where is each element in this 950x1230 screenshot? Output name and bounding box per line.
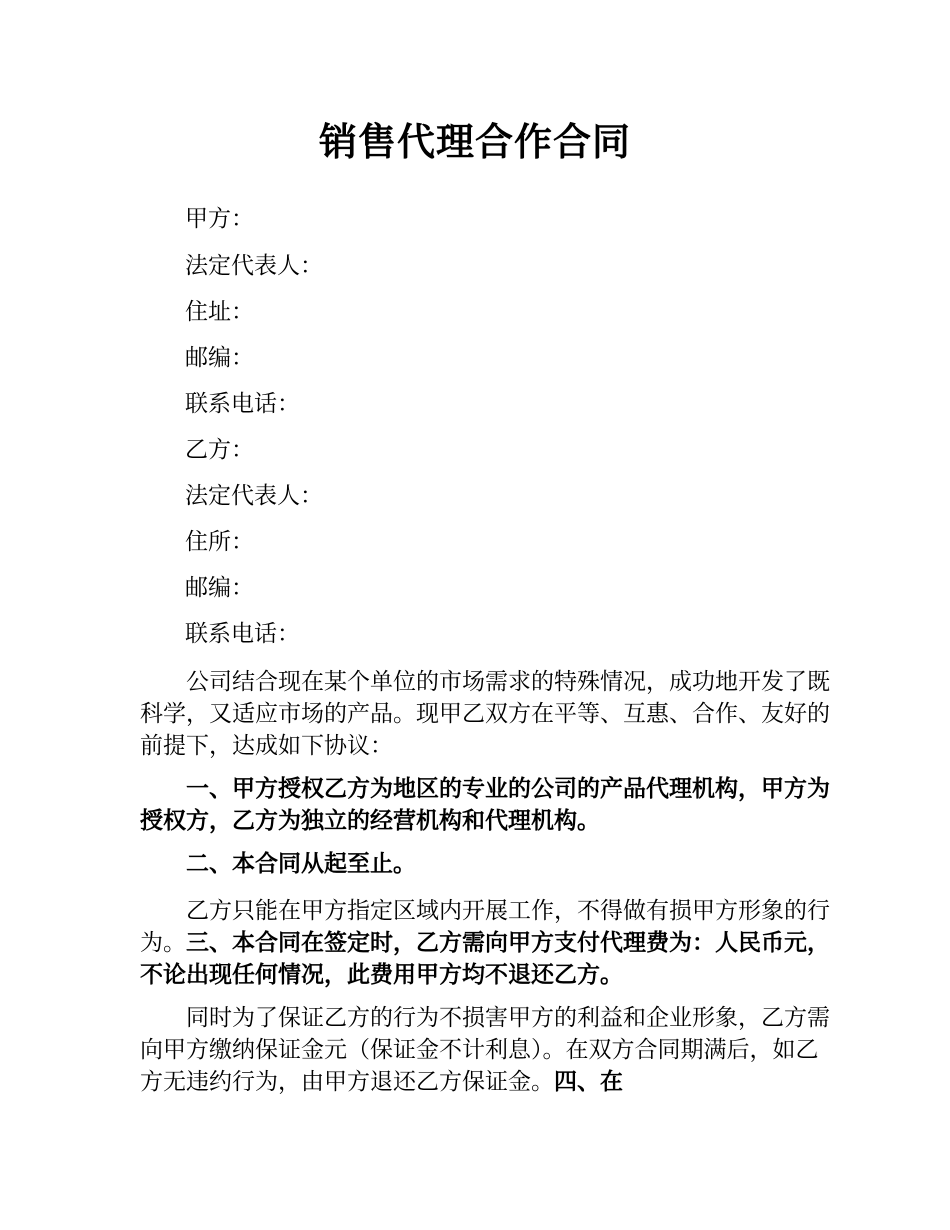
party-b-rep-label: 法定代表人： [185, 483, 323, 509]
party-a-phone-label: 联系电话： [185, 391, 300, 417]
party-a-rep-label: 法定代表人： [185, 253, 323, 279]
clause-1: 一、甲方授权乙方为地区的专业的公司的产品代理机构，甲方为授权方，乙方为独立的经营机构和代理机构。 [140, 775, 830, 834]
clause-3-text: 三、本合同在签定时，乙方需向甲方支付代理费为：人民币元，不论出现任何情况，此费用甲方均不退还乙方。 [140, 929, 830, 988]
party-b-phone-label: 联系电话： [185, 621, 300, 647]
party-b-address-label: 住所： [185, 529, 254, 555]
party-a-name-label: 甲方： [185, 206, 254, 232]
party-b-postcode-label: 邮编： [185, 575, 254, 601]
page-title: 销售代理合作合同 [318, 119, 631, 164]
party-a-postcode-label: 邮编： [185, 345, 254, 371]
party-b-name-label: 乙方： [185, 437, 254, 463]
clause-4-paragraph [140, 1002, 830, 1098]
clause-3-lead-text: 乙方只能在甲方指定区域内开展工作，不得做有损甲方形象的行为。 [140, 898, 830, 956]
intro-paragraph: 公司结合现在某个单位的市场需求的特殊情况，成功地开发了既科学，又适应市场的产品。现甲乙双方在平等、互惠、合作、友好的前提下，达成如下协议： [140, 669, 830, 759]
deposit-text: 同时为了保证乙方的行为不损害甲方的利益和企业形象，乙方需向甲方缴纳保证金元（保证金不计利息）。在双方合同期满后，如乙方无违约行为，由甲方退还乙方保证金。 [140, 1005, 830, 1095]
clause-3-paragraph [140, 895, 830, 991]
clause-2: 二、本合同从起至止。 [186, 850, 416, 877]
clause-4-start: 四、在 [554, 1068, 623, 1095]
party-a-address-label: 住址： [185, 299, 254, 325]
